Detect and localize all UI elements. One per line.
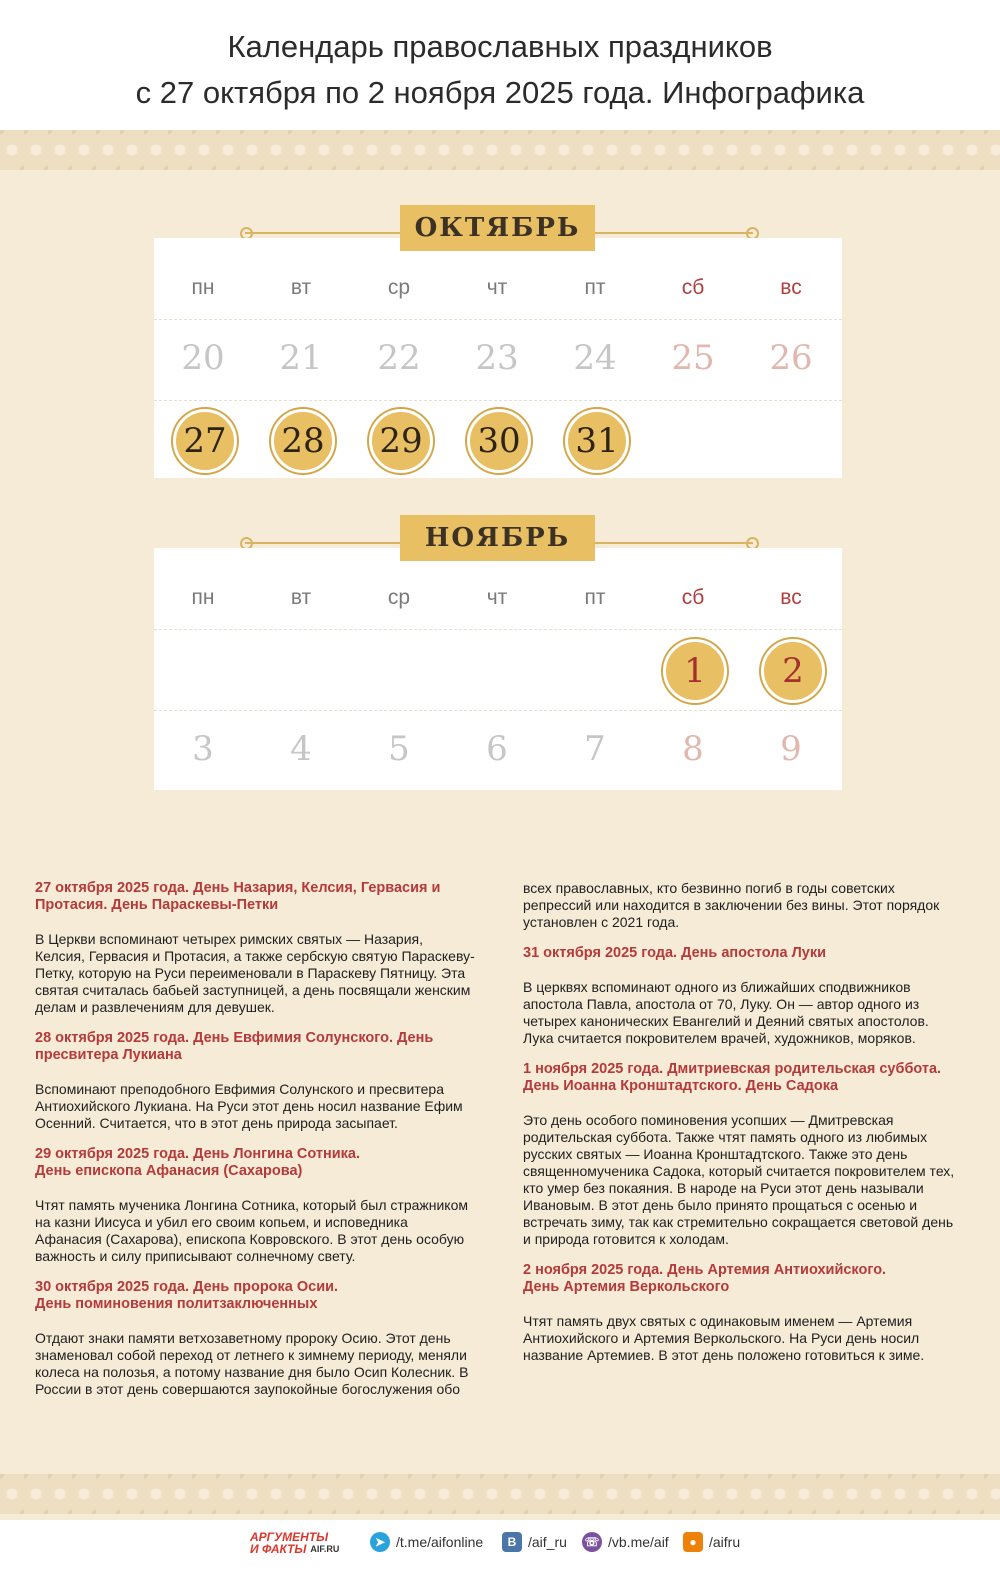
day-8: 8 [682,729,704,769]
day-31-highlight: 31 [565,409,629,473]
holidays-column-right [523,880,963,1364]
day-4: 4 [290,729,312,769]
holiday-text-30: Отдают знаки памяти ветхозаветному пророку Осию. Этот день знаменовал собой переход от летнего к зимнему периоду, меняли колеса на полозья, а потому название дня было Осип Колесник. В России в этот день совершаются заупокойные богослужения обо [35,1330,469,1397]
day-22: 22 [377,338,421,378]
day-1-highlight: 1 [663,639,727,703]
holiday-text-2: Чтят память двух святых с одинаковым именем — Артемия Антиохийского и Артемия Веркольского. На Руси день носил название Артемиев. В этот день положено готовиться к зиме. [523,1313,925,1363]
weekday-sun: вс [780,586,802,609]
october-header: ОКТЯБРЬ [400,205,595,251]
november-header: НОЯБРЬ [400,515,595,561]
logo-line-1: АРГУМЕНТЫ [250,1530,329,1544]
weekday-thu: чт [486,586,508,609]
weekday-sat: сб [681,276,705,299]
holiday-heading-1: 1 ноября 2025 года. Дмитриевская родительская суббота. День Иоанна Кронштадтского. День Садока [523,1061,942,1094]
holiday-heading-2: 2 ноября 2025 года. День Артемия Антиохийского. День Артемия Веркольского [523,1262,887,1295]
vk-link[interactable] [502,1531,567,1553]
weekday-wed: ср [387,586,411,609]
holidays-column-left [35,880,475,1398]
ornament-line [245,232,400,234]
day-21: 21 [279,338,323,378]
ornament-line [245,542,400,544]
title-line-2: с 27 октября по 2 ноября 2025 года. Инфографика [135,75,865,110]
weekday-mon: пн [191,276,215,299]
weekday-fri: пт [584,276,606,299]
vk-icon: B [502,1532,522,1552]
logo-line-2: И ФАКТЫ [250,1542,307,1556]
divider [154,710,842,711]
day-5: 5 [388,729,410,769]
holiday-text-31: В церквях вспоминают одного из ближайших сподвижников апостола Павла, апостола от 70, Луку. Он — автор одного из четырех канонических Евангелий и Деяний святых апостолов. Лука считается покровителем врачей, художников, моряков. [523,979,929,1046]
holiday-heading-31: 31 октября 2025 года. День апостола Луки [523,945,827,961]
holiday-heading-27: 27 октября 2025 года. День Назария, Келсия, Гервасия и Протасия. День Параскевы-Петки [35,880,441,913]
logo-line-2-wrap [250,1543,360,1555]
logo-site: AIF.RU [310,1544,340,1554]
telegram-icon: ➤ [370,1532,390,1552]
day-26: 26 [769,338,813,378]
viber-label: /vb.me/aif [608,1534,669,1550]
weekday-sun: вс [780,276,802,299]
ok-icon: ● [683,1532,703,1552]
weekday-thu: чт [486,276,508,299]
vk-label: /aif_ru [528,1534,567,1550]
telegram-link[interactable] [370,1531,483,1553]
october-calendar [154,238,842,478]
weekday-wed: ср [387,276,411,299]
holiday-text-29: Чтят память мученика Лонгина Сотника, который был стражником на казни Иисуса и убил его своим копьем, и исповедника Афанасия (Сахарова), епископа Ковровского. В этот день особую важность и силу приписывают солнечному свету. [35,1197,469,1264]
ok-label: /aifru [709,1534,741,1550]
ornament-band-top [0,130,1000,170]
day-6: 6 [486,729,508,769]
viber-link[interactable] [582,1531,669,1553]
day-27-highlight: 27 [173,409,237,473]
aif-logo[interactable] [250,1531,360,1557]
ok-link[interactable] [683,1531,740,1553]
day-2-highlight: 2 [761,639,825,703]
day-9: 9 [780,729,802,769]
divider [154,319,842,320]
holiday-heading-28: 28 октября 2025 года. День Евфимия Солунского. День пресвитера Лукиана [35,1030,434,1063]
holiday-text-30-continued: всех православных, кто безвинно погиб в годы советских репрессий или находится в заключении без вины. Этот порядок установлен с 2021 года. [523,880,940,930]
weekday-tue: вт [290,276,312,299]
day-7: 7 [584,729,606,769]
ornament-band-bottom [0,1474,1000,1514]
holiday-text-1: Это день особого поминовения усопших — Дмитревская родительская суббота. Также чтят память одного из любимых русских святых — Иоанна Кронштадтского. Также это день священномученика Садока, который считается покровителем тех, кто умер без покаяния. В народе на Руси этот день называли Ивановым. В этот день было принято прощаться с осенью и встречать зиму, так как стремительно сокращается световой день и природа готовится к холодам. [523,1112,955,1247]
weekday-mon: пн [191,586,215,609]
day-24: 24 [573,338,617,378]
title-line-1: Календарь православных праздников [227,29,773,64]
weekday-sat: сб [681,586,705,609]
day-29-highlight: 29 [369,409,433,473]
november-calendar [154,548,842,790]
holiday-text-27: В Церкви вспоминают четырех римских святых — Назария, Келсия, Гервасия и Протасия, а также сербскую святую Параскеву-Петку, которую на Руси переименовали в Параскеву Пятницу. Эта святая считалась бабьей заступницей, а день посвящали женским делам и развлечениям для девушек. [35,931,475,1015]
viber-icon: ☏ [582,1532,602,1552]
ornament-line [595,542,753,544]
day-23: 23 [475,338,519,378]
day-3: 3 [192,729,214,769]
day-20: 20 [181,338,225,378]
holiday-heading-30: 30 октября 2025 года. День пророка Осии. День поминовения политзаключенных [35,1279,339,1312]
weekday-fri: пт [584,586,606,609]
divider [154,400,842,401]
page-title [0,24,1000,116]
telegram-label: /t.me/aifonline [396,1534,484,1550]
day-30-highlight: 30 [467,409,531,473]
day-25: 25 [671,338,715,378]
weekday-tue: вт [290,586,312,609]
day-28-highlight: 28 [271,409,335,473]
divider [154,629,842,630]
ornament-line [595,232,753,234]
holiday-heading-29: 29 октября 2025 года. День Лонгина Сотника. День епископа Афанасия (Сахарова) [35,1146,361,1179]
holiday-text-28: Вспоминают преподобного Евфимия Солунского и пресвитера Антиохийского Лукиана. На Руси этот день носил название Ефим Осенний. Считается, что в этот день природа засыпает. [35,1081,463,1131]
